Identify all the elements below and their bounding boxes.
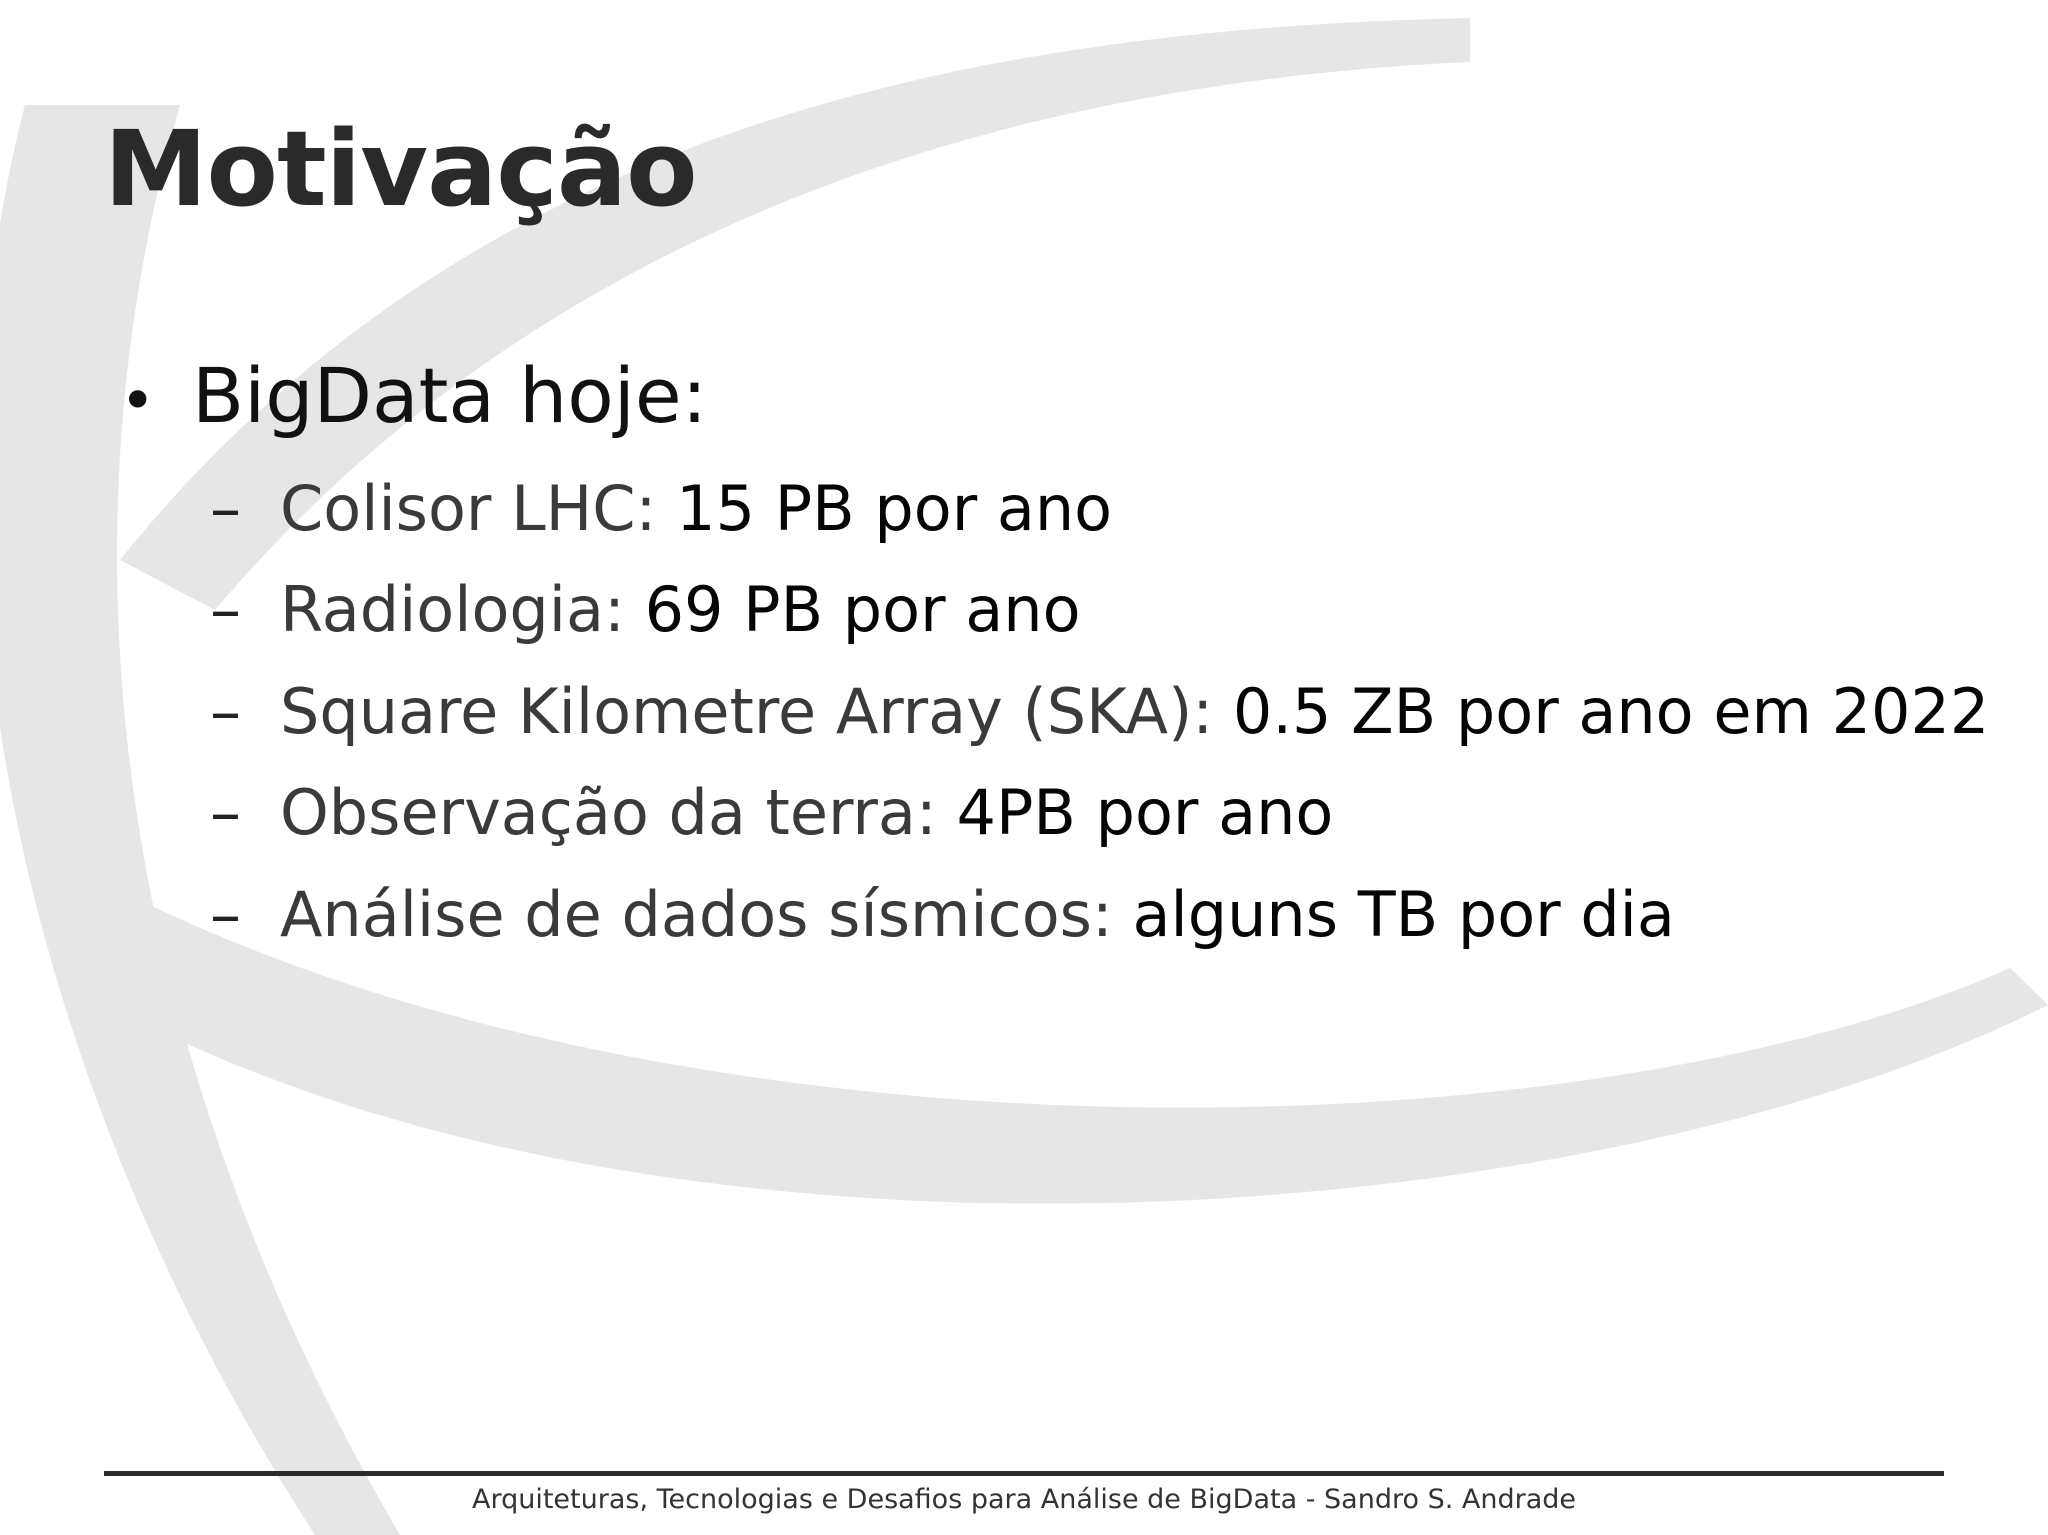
sub-item-label: Radiologia: (280, 573, 625, 646)
slide-footer: Arquiteturas, Tecnologias e Desafios para Análise de BigData - Sandro S. Andrade (472, 1484, 1576, 1515)
sub-item-label: Colisor LHC: (280, 472, 657, 545)
slide-title: Motivação (104, 108, 697, 230)
sub-item-value: 4PB por ano (956, 776, 1334, 849)
sub-item-label: Análise de dados sísmicos: (280, 878, 1113, 951)
bullet-item-bigdata (120, 350, 707, 441)
dash-marker: – (210, 878, 241, 951)
sub-item-radiologia (210, 573, 1081, 647)
dash-marker: – (210, 675, 241, 748)
sub-item-label: Observação da terra: (280, 776, 937, 849)
sub-item-value: alguns TB por dia (1132, 878, 1675, 951)
dash-marker: – (210, 776, 241, 849)
footer-divider (104, 1471, 1944, 1476)
bullet-text: BigData hoje: (192, 351, 708, 440)
sub-item-sismicos (210, 878, 1675, 952)
sub-item-observacao (210, 776, 1333, 850)
sub-item-value: 69 PB por ano (644, 573, 1081, 646)
sub-item-label: Square Kilometre Array (SKA): (280, 675, 1214, 748)
sub-item-ska (210, 675, 1989, 749)
bullet-marker: • (120, 366, 156, 436)
dash-marker: – (210, 472, 241, 545)
sub-item-value: 15 PB por ano (676, 472, 1113, 545)
dash-marker: – (210, 573, 241, 646)
sub-item-lhc (210, 472, 1112, 546)
sub-item-value: 0.5 ZB por ano em 2022 (1232, 675, 1990, 748)
